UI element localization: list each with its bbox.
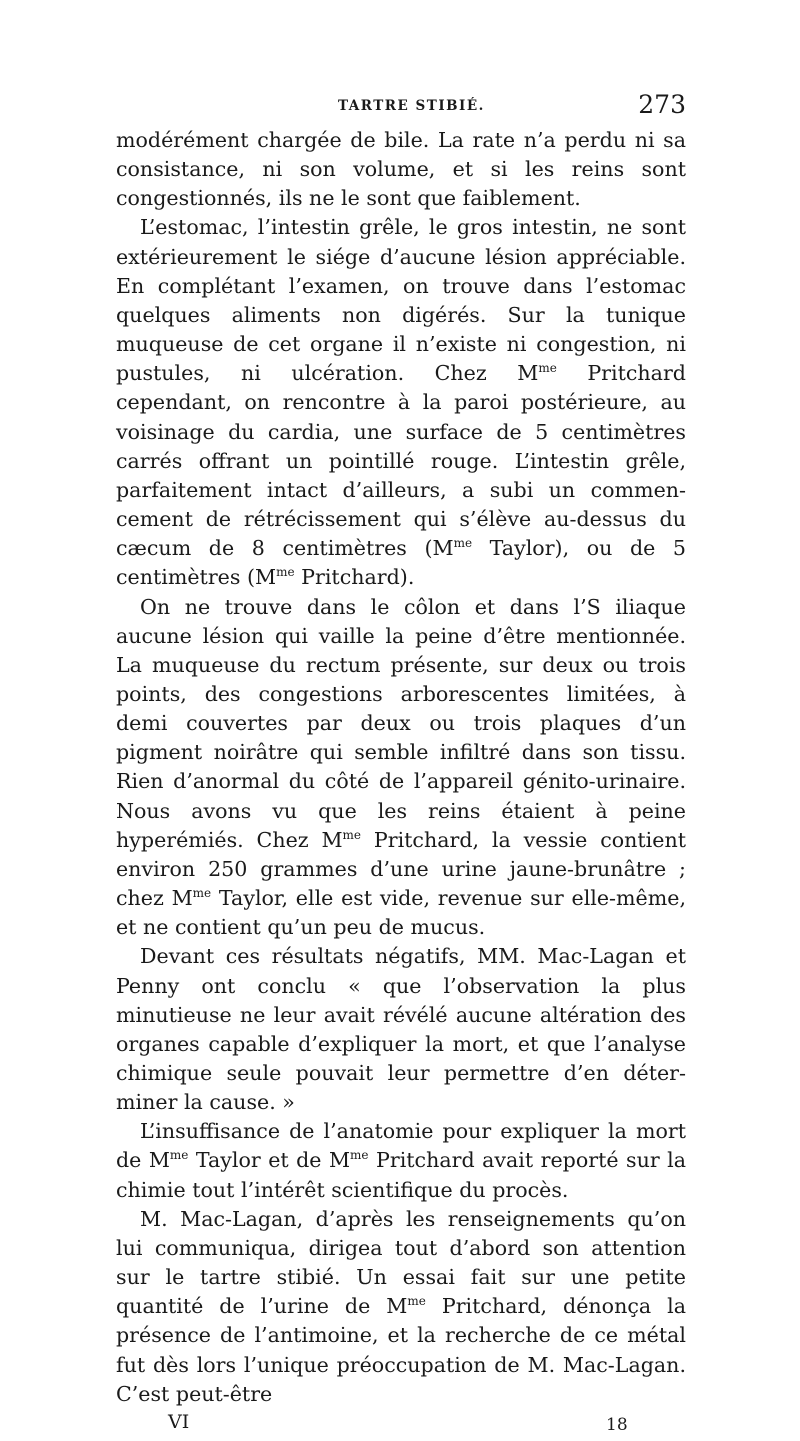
page-footer [116,1411,686,1441]
paragraph: Devant ces résultats négatifs, MM. Mac-Lagan et Penny ont conclu « que l’observation la plus minutieuse ne leur avait révélé aucune altération des organes capable d’expliquer la mort, et que l’analyse chimique seule pouvait leur permettre d’en déterminer la cause. » [116,944,686,1115]
superscript: me [342,827,362,842]
paragraph: On ne trouve dans le côlon et dans l’S iliaque aucune lésion qui vaille la peine d’être mentionnée. La muqueuse du rectum présente, sur deux ou trois points, des congestions arborescentes limitées, à demi couvertes par deux ou trois plaques d’un pigment noirâtre qui semble infiltré dans son tissu. Rien d’anormal du côté de l’appareil génito-urinaire. Nous avons vu que les reins étaient à peine hyperémiés. Chez $M^{me}$ Pritchard, la vessie contient environ 250 grammes d’une urine jaune-brunâtre ; chez $M^{me}$ Taylor, elle est vide, revenue sur elle-même, et ne contient qu’un peu de mucus. [116,594,686,940]
paragraph: M. Mac-Lagan, d’après les renseignements qu’on lui communiqua, dirigea tout d’abord son attention sur le tartre stibié. Un essai fait sur une petite quantité de l’urine de $M^{me}$ Pritchard, dénonça la présence de l’antimoine, et la recherche de ce métal fut dès lors l’unique préoccupation de M. Mac-Lagan. C’est peut-être [116,1206,686,1406]
superscript: me [350,1148,369,1163]
superscript: me [453,536,473,551]
paragraph: L’estomac, l’intestin grêle, le gros intestin, ne sont extérieurement le siége d’aucune lésion appréciable. En complétant l’examen, on trouve dans l’estomac quelques aliments non digérés. Sur la tunique muqueuse de cet organe il n’existe ni congestion, ni pustules, ni ulcération. Chez $M^{me}$ Pritchard cependant, on rencontre à la paroi postérieure, au voisinage du cardia, une surface de 5 centimètres carrés offrant un pointillé rouge. L’intestin grêle, parfaitement intact d’ailleurs, a subi un commencement de rétrécissement qui s’élève au-dessus du cæcum de 8 centimètres ($M^{me}$ Taylor), ou de 5 centimètres ($M^{me}$ Pritchard). [116,215,687,590]
superscript: me [276,565,295,580]
paragraph: L’insuffisance de l’anatomie pour expliquer la mort de $M^{me}$ Taylor et de $M^{me}$ Pritchard avait reporté sur la chimie tout l’intérêt scientifique du procès. [116,1119,686,1202]
running-title: TARTRE STIBIÉ. [338,98,485,114]
superscript: me [538,361,557,376]
superscript: me [192,886,212,901]
sheet-number: 18 [606,1414,628,1435]
paragraph: modérément chargée de bile. La rate n’a perdu ni sa consistance, ni son volume, et si les reins sont congestionnés, ils ne le sont que faiblement. [116,128,686,211]
body-text [116,126,686,1409]
superscript: me [169,1148,189,1163]
page-number: 273 [638,90,686,119]
book-page [116,90,686,1441]
superscript: me [407,1294,426,1309]
running-head [116,90,686,126]
signature-mark: VI [168,1410,190,1433]
